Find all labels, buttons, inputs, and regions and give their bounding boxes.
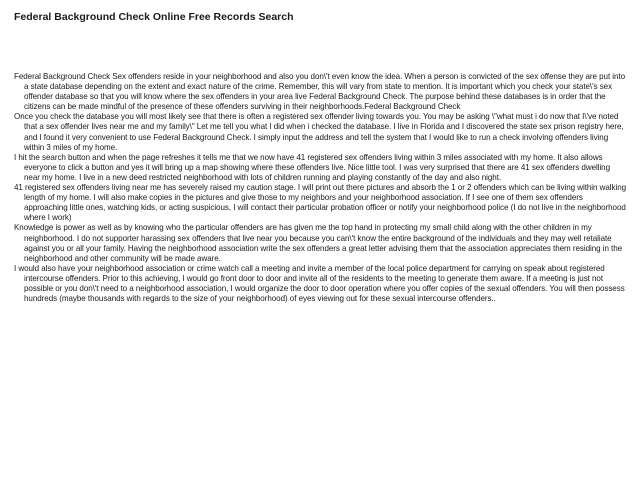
paragraph: I would also have your neighborhood association or crime watch call a meeting and invite a member of the local police department for carrying on speak about registered intercourse offenders. Prior to this achieving, I would go front door to door and invite all of the residents to the meeting to generate them aware. If a meeting is just not possible or you don\'t need to a neighborhood association, I would organize the door to door operation where you offer copies of the sexual offenders. You will then possess hundreds (maybe thousands with regards to the size of your neighborhood) of eyes viewing out for these sexual intercourse offenders..	[14, 263, 625, 304]
document-body	[14, 72, 628, 304]
paragraph: I hit the search button and when the page refreshes it tells me that we now have 41 registered sex offenders living within 3 miles associated with my home. It also allows everyone to click a button and yes it will bring up a map showing where these offenders live. Nice little tool. I was very surprised that there are 41 sex offenders dwelling near my home. I live in a new deed restricted neighborhood with lots of children running and playing constantly of the day and also night.	[14, 152, 611, 182]
paragraph: Once you check the database you will most likely see that there is often a registered sex offender living towards you. You may be asking \"what must i do now that I\'ve noted that a sex offender lives near me and my family\" Let me tell you what I did when i checked the database. I live in Florida and I discovered the state sex prison registry here, and I found it very convenient to use Federal Background Check. I simply input the address and tell the system that I would like to run a check involving offenders living within 3 miles of my home.	[14, 112, 624, 152]
paragraph: 41 registered sex offenders living near me has severely raised my caution stage. I will print out there pictures and absorb the 1 or 2 offenders which can be living within walking length of my home. I will also make copies in the pictures and give those to my neighbors and your neighborhood association. If I see one of them sex offenders approaching little ones, watching kids, or acting suspicious, I will contact their particular probation officer or notify your neighborhood police (I do not live in the neighborhood where I work)	[14, 183, 627, 223]
page-title: Federal Background Check Online Free Records Search	[14, 11, 294, 23]
paragraph: Federal Background Check Sex offenders reside in your neighborhood and also you don\'t even know the idea. When a person is convicted of the sex offense they are put into a state database depending on the extent and exact nature of the crime. Remember, this will vary from state to mention. It is important which you check your state\'s sex offender database so that you will know where the sex offenders in your area live Federal Background Check. The purpose behind these databases is in order that the citizens can be made mindful of the presence of these offenders surviving in their neighborhoods.Federal Background Check	[14, 72, 626, 112]
paragraph: Knowledge is power as well as by knowing who the particular offenders are has given me the top hand in protecting my small child along with the other children in my neighborhood. I do not supporter harassing sex offenders that live near you because you can\'t know the entire background of the individuals and they may well retaliate against you or all your family. Having the neighborhood association write the sex offenders a great letter advising them that the association appreciates them residing in the neighborhood and other community will be made aware.	[14, 223, 623, 263]
